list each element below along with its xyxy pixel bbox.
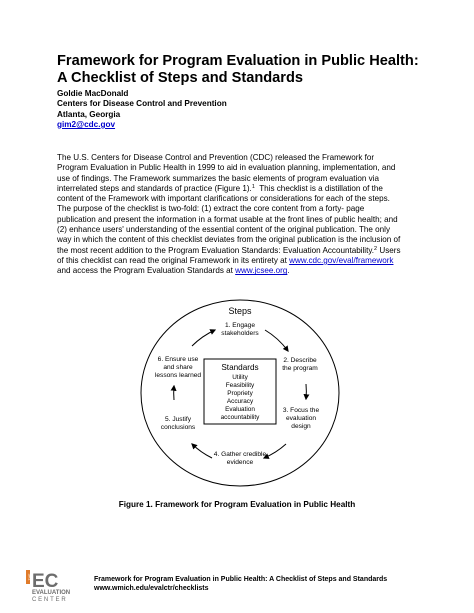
arrow-6-to-1 <box>192 330 215 346</box>
standard-item: Evaluation <box>225 406 255 413</box>
footnote-ref-1: 1 <box>251 183 255 190</box>
author-organization: Centers for Disease Control and Prevention <box>57 99 227 109</box>
step-5-line: 5. Justify <box>164 416 192 423</box>
logo-evaluation: EVALUATION <box>32 590 71 596</box>
step-3-line: design <box>291 423 311 430</box>
body-line: The purpose of the checklist is two-fold: (1) extract the core content from a forty- page <box>57 204 365 214</box>
step-2-line: 2. Describe <box>283 357 317 364</box>
title-line-1: Framework for Program Evaluation in Public Health: <box>57 53 419 69</box>
footnote-ref-2: 2 <box>374 245 378 252</box>
logo-ec: EC <box>32 571 59 592</box>
step-5-line: conclusions <box>160 424 196 431</box>
evaluation-center-logo <box>26 568 74 604</box>
body-text: . <box>287 266 290 276</box>
body-line: publication and present the information in a format usable at the front lines of public health; and <box>57 214 398 224</box>
step-1-line: stakeholders <box>221 330 259 337</box>
body-line: way in which the content of this checklist deviates from the original publication is the inclusion of <box>57 235 401 245</box>
page-title <box>57 53 437 87</box>
step-1 <box>221 322 259 337</box>
footer-url: www.wmich.edu/evalctr/checklists <box>94 585 209 592</box>
step-2-line: the program <box>282 365 318 372</box>
body-line <box>57 256 427 266</box>
step-2 <box>282 357 318 372</box>
step-3 <box>283 407 320 430</box>
step-6 <box>155 356 202 379</box>
body-text: the most recent addition to the Program Evaluation Standards: Evaluation Accountability. <box>57 245 375 255</box>
body-line: use of findings. The Framework summarizes the basic elements of program evaluation via <box>57 173 379 183</box>
jcsee-link[interactable]: www.jcsee.org <box>235 266 288 276</box>
body-paragraph <box>57 153 427 277</box>
body-line <box>57 266 427 276</box>
body-line: Program Evaluation in Public Health in 1999 to aid in evaluation planning, implementation, and <box>57 163 396 173</box>
step-4 <box>214 451 267 466</box>
step-4-line: evidence <box>226 459 254 466</box>
body-text: interrelated steps and standards of practice (Figure 1). <box>57 183 252 193</box>
step-1-line: 1. Engage <box>224 322 256 329</box>
author-name: Goldie MacDonald <box>57 89 129 98</box>
body-text: This checklist is a distillation of the <box>254 183 383 193</box>
standard-item: Accuracy <box>226 398 254 405</box>
step-6-line: lessons learned <box>154 372 202 379</box>
arrow-3-to-4 <box>264 444 286 458</box>
author-block <box>57 89 437 130</box>
logo-center: CENTER <box>32 597 68 603</box>
standard-item: Propriety <box>227 390 253 397</box>
step-3-line: 3. Focus the <box>282 407 320 414</box>
step-6-line: 6. Ensure use <box>157 356 199 363</box>
author-email-link[interactable]: gim2@cdc.gov <box>57 119 116 129</box>
page-footer <box>94 575 454 593</box>
body-line <box>57 184 427 194</box>
step-6-line: and share <box>163 364 193 371</box>
body-text: of this checklist can read the original Framework in its entirety at <box>57 255 290 265</box>
standard-item: accountability <box>220 414 260 421</box>
standard-item: Utility <box>232 374 248 381</box>
body-text: Users <box>377 245 401 255</box>
body-text: and access the Program Evaluation Standards at <box>57 266 236 276</box>
body-line: (2) enhance users' understanding of the essential content of the original publication. The only <box>57 225 391 235</box>
body-line <box>57 246 427 256</box>
title-line-2: A Checklist of Steps and Standards <box>57 70 303 86</box>
standard-item: Feasibility <box>225 382 255 389</box>
framework-diagram <box>138 296 342 490</box>
step-3-line: evaluation <box>285 415 317 422</box>
body-line: content of the Framework with important clarifications or considerations for each of the steps. <box>57 194 390 204</box>
logo-the: THE <box>28 573 32 581</box>
author-location: Atlanta, Georgia <box>57 109 121 119</box>
step-4-line: 4. Gather credible <box>213 451 267 458</box>
diagram-heading: Steps <box>228 306 252 316</box>
footer-title: Framework for Program Evaluation in Public Health: A Checklist of Steps and Standards <box>94 576 388 583</box>
standards-title: Standards <box>221 363 259 372</box>
framework-link[interactable]: www.cdc.gov/eval/framework <box>289 255 394 265</box>
arrow-4-to-5 <box>192 444 212 458</box>
figure-caption: Figure 1. Framework for Program Evaluation in Public Health <box>118 500 356 509</box>
body-line: The U.S. Centers for Disease Control and Prevention (CDC) released the Framework for <box>57 153 375 162</box>
step-5 <box>161 416 196 431</box>
arrow-1-to-2 <box>265 330 288 351</box>
